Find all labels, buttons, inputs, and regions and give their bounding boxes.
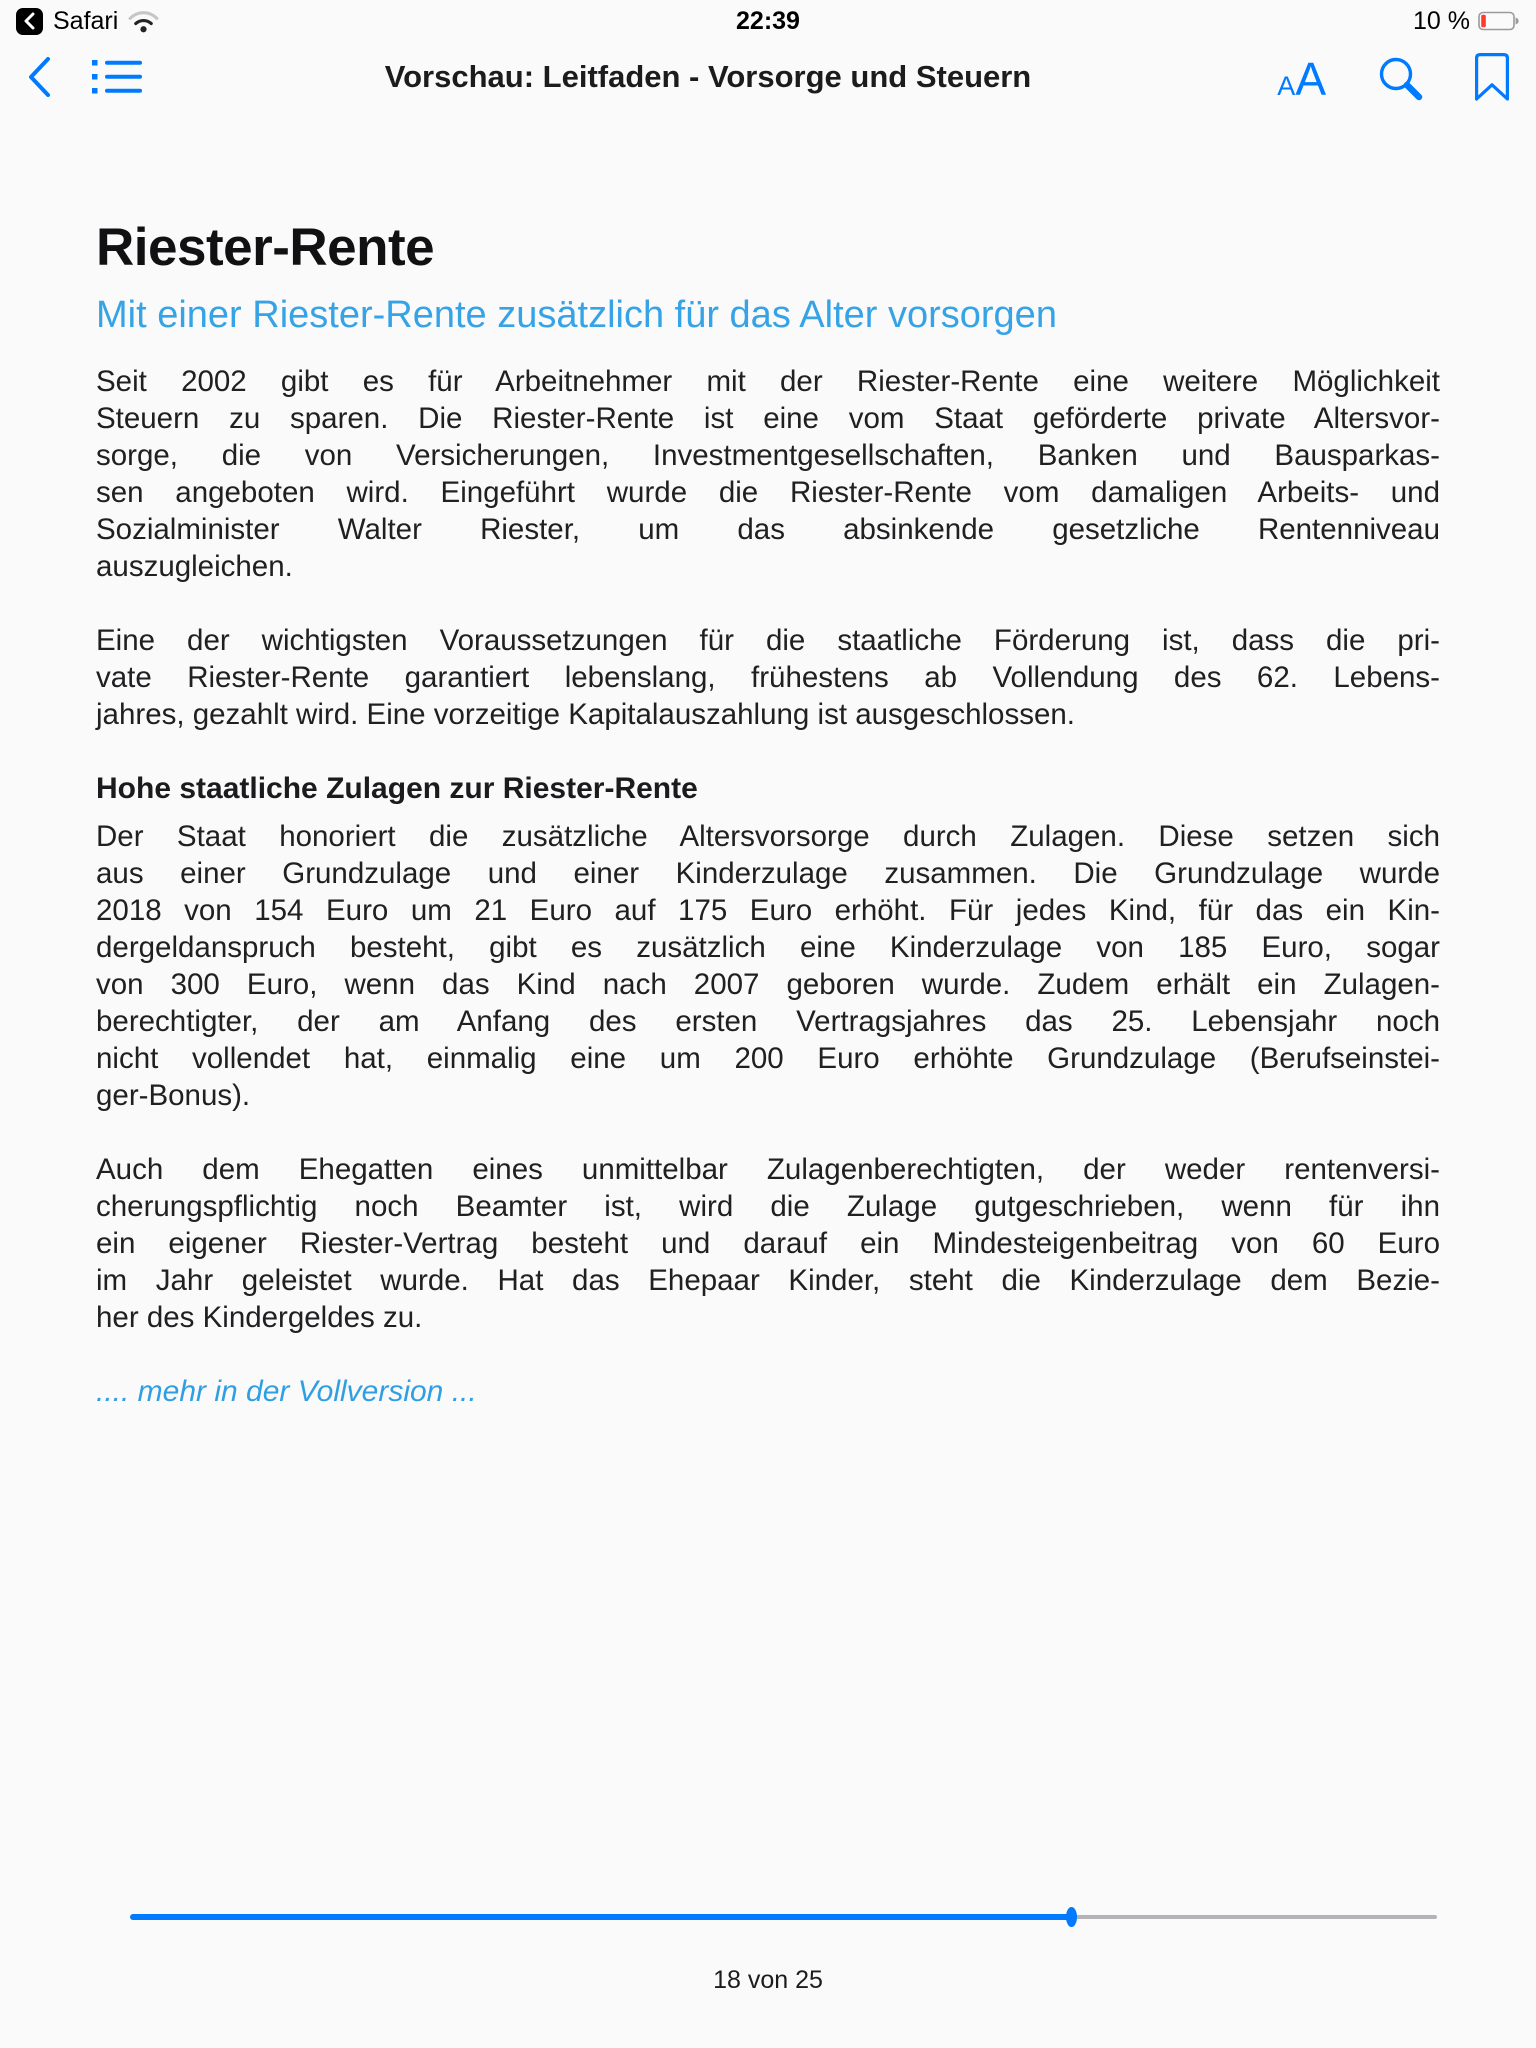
text-line: sorge, die von Versicherungen, Investmentgesellschaften, Banken und Bausparkas- [96,439,1440,473]
text-line: nicht vollendet hat, einmalig eine um 200 Euro erhöhte Grundzulage (Berufseinstei- [96,1042,1440,1076]
paragraph [96,818,1440,1114]
text-line: jahres, gezahlt wird. Eine vorzeitige Kapitalauszahlung ist ausgeschlossen. [96,698,1075,732]
slider-track-rest [1071,1915,1437,1919]
text-line: Seit 2002 gibt es für Arbeitnehmer mit der Riester-Rente eine weitere Möglichkeit [96,365,1440,399]
chapter-title: Riester-Rente [96,218,435,277]
search-icon[interactable] [1376,54,1424,102]
page-indicator: 18 von 25 [713,1966,823,1994]
text-line: Sozialminister Walter Riester, um das absinkende gesetzliche Rentenniveau [96,513,1440,547]
nav-bar [0,42,1536,112]
paragraph [96,622,1440,733]
paragraph [96,363,1440,585]
status-time: 22:39 [736,6,800,35]
text-line: her des Kindergeldes zu. [96,1301,423,1335]
text-line: Steuern zu sparen. Die Riester-Rente ist eine vom Staat geförderte private Altersvor- [96,402,1440,436]
page-title: Vorschau: Leitfaden - Vorsorge und Steuern [384,59,1032,94]
back-app-label: Safari [53,6,119,35]
status-bar [0,0,1536,42]
text-line: 2018 von 154 Euro um 21 Euro auf 175 Euro erhöht. Für jedes Kind, für das ein Kin- [96,894,1440,928]
text-line: Auch dem Ehegatten eines unmittelbar Zulagenberechtigten, der weder rentenversi- [96,1153,1440,1187]
text-line: ger-Bonus). [96,1079,251,1113]
text-line: ein eigener Riester-Vertrag besteht und darauf ein Mindesteigenbeitrag von 60 Euro [96,1227,1440,1261]
slider-thumb[interactable] [1066,1907,1077,1927]
teaser-more-link[interactable]: .... mehr in der Vollversion ... [96,1375,477,1409]
paragraph [96,1151,1440,1336]
text-line: vate Riester-Rente garantiert lebenslang, frühestens ab Vollendung des 62. Lebens- [96,661,1440,695]
content-blocks [96,363,1440,1410]
table-of-contents-icon[interactable] [92,57,142,97]
text-line: berechtigter, der am Anfang des ersten Vertragsjahres das 25. Lebensjahr noch [96,1005,1440,1039]
text-line: sen angeboten wird. Eingeführt wurde die Riester-Rente vom damaligen Arbeits- und [96,476,1440,510]
chapter-subtitle: Mit einer Riester-Rente zusätzlich für das Alter vorsorgen [96,293,1057,336]
text-line: im Jahr geleistet wurde. Hat das Ehepaar Kinder, steht die Kinderzulage dem Bezie- [96,1264,1440,1298]
section-heading: Hohe staatliche Zulagen zur Riester-Rente [96,772,698,806]
text-line: Eine der wichtigsten Voraussetzungen für die staatliche Förderung ist, dass die pri- [96,624,1440,658]
text-line: cherungspflichtig noch Beamter ist, wird die Zulage gutgeschrieben, wenn für ihn [96,1190,1440,1224]
bookmark-icon[interactable] [1474,52,1510,102]
text-line: aus einer Grundzulage und einer Kinderzulage zusammen. Die Grundzulage wurde [96,857,1440,891]
text-line: Der Staat honoriert die zusätzliche Altersvorsorge durch Zulagen. Diese setzen sich [96,820,1440,854]
battery-percent: 10 % [1413,6,1470,35]
text-line: auszugleichen. [96,550,293,584]
slider-fill [130,1914,1071,1920]
font-size-icon[interactable]: A A [1277,53,1326,105]
reading-progress-slider[interactable] [130,1910,1437,1924]
book-content [96,112,1440,1410]
back-chevron-icon[interactable] [26,55,52,99]
text-line: dergeldanspruch besteht, gibt es zusätzlich eine Kinderzulage von 185 Euro, sogar [96,931,1440,965]
battery-icon [1478,11,1520,31]
text-line: von 300 Euro, wenn das Kind nach 2007 geboren wurde. Zudem erhält ein Zulagen- [96,968,1440,1002]
battery-status [1413,7,1520,36]
